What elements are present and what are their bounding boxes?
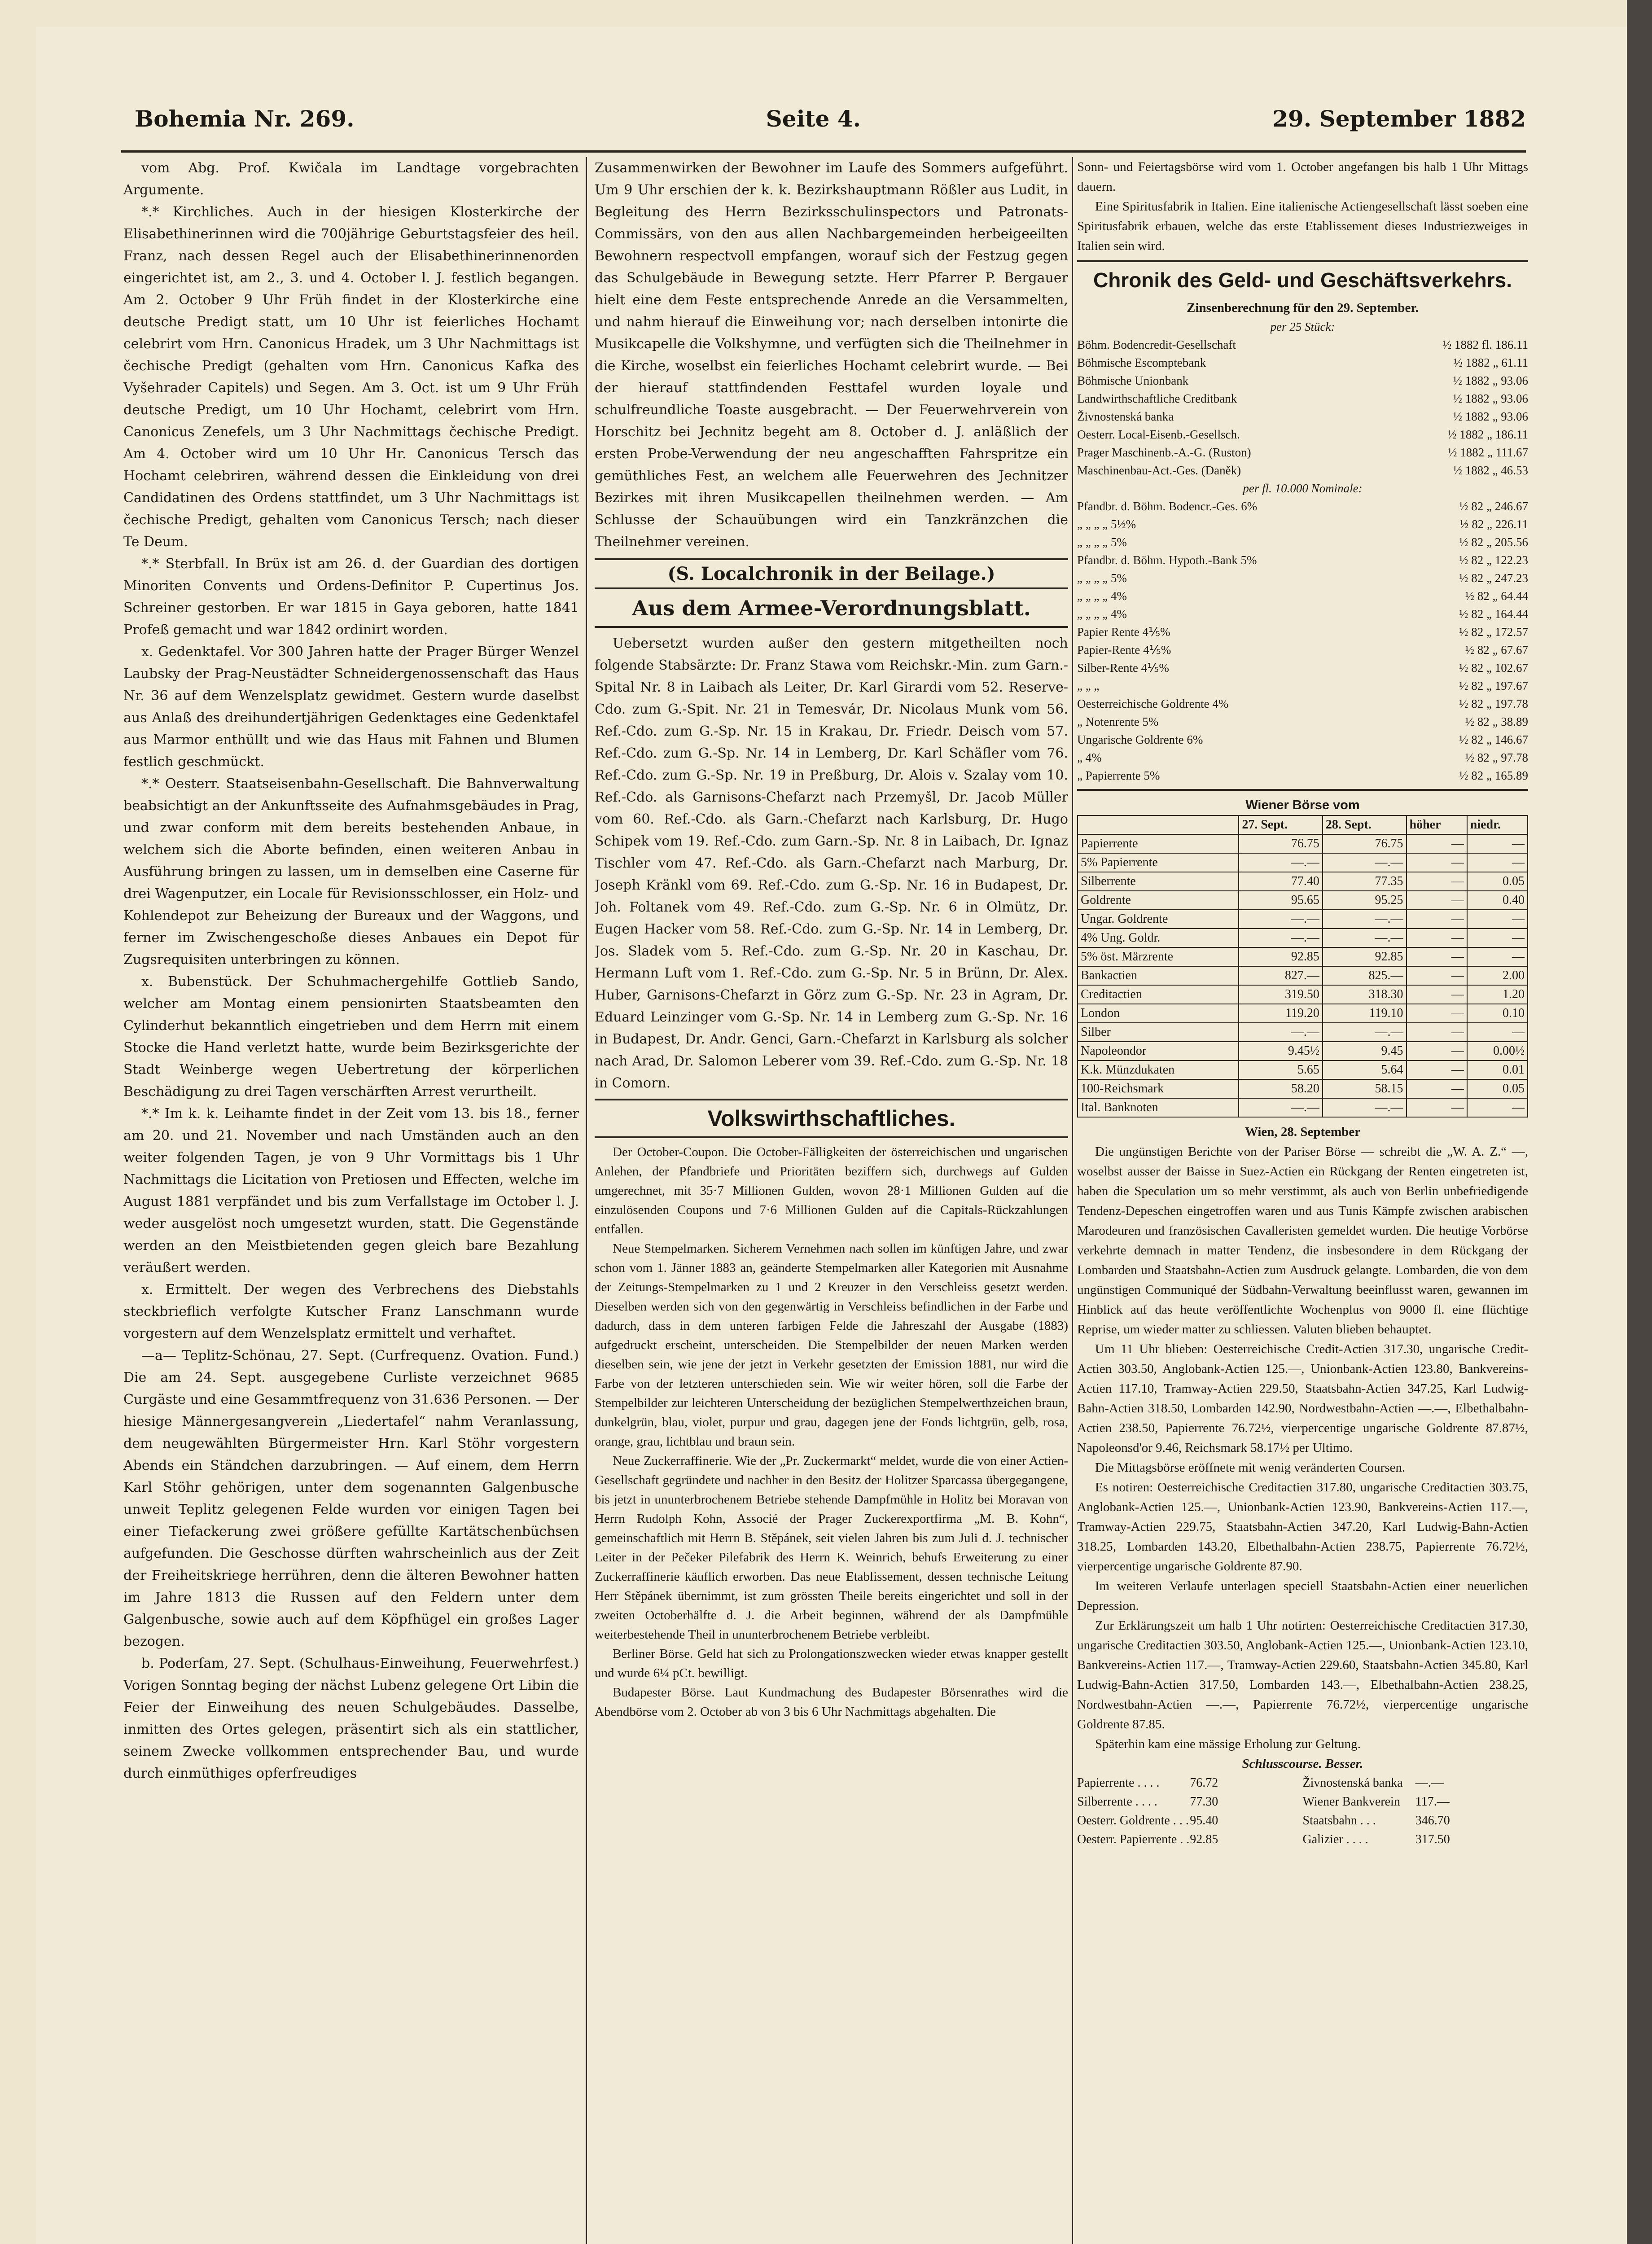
list-item: Pfandbr. d. Böhm. Bodencr.-Ges. 6% ½ 82 „ 246.67 [1077, 500, 1528, 513]
list-item: Pfandbr. d. Böhm. Hypoth.-Bank 5% ½ 82 „ 122.23 [1077, 553, 1528, 567]
list-item: Živnostenská banka ½ 1882 „ 93.06 [1077, 410, 1528, 423]
table-row: London 119.20 119.10 — 0.10 [1078, 1004, 1528, 1023]
header-issue: Bohemia Nr. 269. [135, 105, 355, 132]
list-item: Silber-Rente 4⅕% ½ 82 „ 102.67 [1077, 661, 1528, 675]
article-paragraph: —a— Teplitz-Schönau, 27. Sept. (Curfrequenz. Ovation. Fund.) Die am 24. Sept. ausgegebene Curliste verzeichnet 9685 Curgäste und eine Gesammtfrequenz von 31.636 Personen. — Der hiesige Männergesangverein „Liedertafel“ nahm Veranlassung, dem neugewählten Bürgermeister Hrn. Karl Stöhr vorgestern Abends ein Ständchen darzubringen. — Auf einem, dem Herrn Karl Stöhr gehörigen, unter dem sogenannten Galgenbusche unweit Teplitz gelegenen Felde wurden vor einigen Tagen bei einer Tiefackerung zwei größere gefüllte Kartätschenbüchsen aufgefunden. Die Geschosse dürften wahrscheinlich aus der Zeit der Freiheitskriege herrühren, denn die älteren Bewohner hatten im Jahre 1813 die Russen auf den Feldern unter dem Galgenbusche, sowie auch auf dem Köpfhügel ein großes Lager bezogen. [123, 1348, 579, 1649]
article-paragraph: Im weiteren Verlaufe unterlagen speciell Staatsbahn-Actien einer neuerlichen Depression. [1077, 1579, 1528, 1613]
table-row: Ungar. Goldrente —.— —.— — — [1078, 910, 1528, 929]
list-item: Silberrente . . . . 77.30 Wiener Bankverein 117.— [1077, 1795, 1450, 1809]
list-item: Böhm. Bodencredit-Gesellschaft ½ 1882 fl. 186.11 [1077, 338, 1528, 351]
article-paragraph: *.* Kirchliches. Auch in der hiesigen Klosterkirche der Elisabethinerinnen wird die 700jährige Geburtstagsfeier des heil. Franz, nach dessen Regel auch der Elisabethinerinnenorden eingerichtet ist, am 2., 3. und 4. October l. J. festlich begangen. Am 2. October 9 Uhr Früh findet in der Klosterkirche eine deutsche Predigt statt, um 10 Uhr ist feierliches Hochamt celebrirt vom Hrn. Canonicus Hradek, um 3 Uhr Nachmittags ist čechische Predigt (gehalten vom Hrn. Canonicus Kafka des Vyšehrader Capitels) und Segen. Am 3. Oct. ist um 9 Uhr Früh deutsche Predigt, um 10 Uhr Hochamt, celebrirt vom Hrn. Canonicus Zenefels, um 3 Uhr Nachmittags čechische Predigt. Am 4. October wird um 10 Uhr Hr. Canonicus Tersch das Hochamt celebriren, während dessen die Einkleidung von drei Candidatinen des Ordens stattfindet, um 3 Uhr Nachmittags ist čechische Predigt, gehalten vom Canonicus Tersch; nach dieser Te Deum. [123, 204, 579, 550]
column-rule-1 [586, 157, 587, 2244]
article-paragraph: Sonn- und Feiertagsbörse wird vom 1. October angefangen bis halb 1 Uhr Mittags dauern. [1077, 160, 1528, 194]
column-3 [1077, 157, 1528, 2244]
table-row: 5% Papierrente —.— —.— — — [1078, 853, 1528, 872]
binding-gutter [1627, 0, 1652, 2244]
article-paragraph: Zur Erklärungszeit um halb 1 Uhr notirten: Oesterreichische Creditactien 317.30, ungarische Creditactien 303.50, Anglobank-Actien 125.—, Unionbank-Actien 123.10, Bankvereins-Actien 117.—, Tramway-Actien 229.60, Staatsbahn-Actien 345.80, Karl Ludwig-Bahn-Actien 317.50, Lombarden 143.—, Elbethalbahn-Actien 238.25, Nordwestbahn-Actien —.—, Papierrente 76.72½, vierpercentige ungarische Goldrente 87.85. [1077, 1618, 1528, 1731]
list-item: Papierrente . . . . 76.72 Živnostenská banka —.— [1077, 1776, 1444, 1790]
divider [595, 626, 1068, 628]
armee-section-title: Aus dem Armee-Verordnungsblatt. [632, 596, 1031, 620]
divider [1077, 260, 1528, 262]
column-rule-2 [1072, 157, 1073, 2244]
article-paragraph: Die ungünstigen Berichte von der Pariser Börse — schreibt die „W. A. Z.“ —, woselbst ausser der Baisse in Suez-Actien ein Rückgang der Renten eingetreten ist, haben die Speculation um so mehr verstimmt, als auch von Berlin unbefriedigende Tendenz-Depeschen eingetroffen waren und aus Tunis Kämpfe zwischen arabischen Marodeuren und französischen Cavalleristen gemeldet wurden. Die heutige Vorbörse verkehrte demnach in matter Tendenz, die insbesondere in dem Rückgang der Lombarden und Staatsbahn-Actien zum Ausdruck gelangte. Lombarden, die von dem ungünstigen Communiqué der Südbahn-Verwaltung beeinflusst waren, gewannen im Hinblick auf das heute veröffentlichte Wochenplus von 9000 fl. eine flüchtige Reprise, um wieder matter zu schliessen. Valuten blieben behauptet. [1077, 1144, 1528, 1337]
article-paragraph: Uebersetzt wurden außer den gestern mitgetheilten noch folgende Stabsärzte: Dr. Franz Stawa vom Reichskr.-Min. zum Garn.-Spital Nr. 8 in Laibach als Leiter, Dr. Karl Girardi vom 52. Reserve-Cdo. zum G.-Spit. Nr. 21 in Temesvár, Dr. Nicolaus Munk vom 56. Ref.-Cdo. zum G.-Sp. Nr. 15 in Krakau, Dr. Friedr. Deisch vom 57. Ref.-Cdo. zum G.-Sp. Nr. 14 in Lemberg, Dr. Karl Schäfler vom 76. Ref.-Cdo. zum G.-Sp. Nr. 19 in Preßburg, Dr. Alois v. Szalay vom 10. Ref.-Cdo. als Garnisons-Chefarzt nach Przemyšl, Dr. Jacob Müller vom 60. Ref.-Cdo. als Garn.-Chefarzt nach Karlsburg, Dr. Hugo Schipek vom 19. Ref.-Cdo. zum Garn.-Sp. Nr. 8 in Laibach, Dr. Ignaz Tischler vom 47. Ref.-Cdo. als Garn.-Chefarzt nach Marburg, Dr. Joseph Kränkl vom 69. Ref.-Cdo. zum G.-Sp. Nr. 16 in Budapest, Dr. Joh. Foltanek vom 49. Ref.-Cdo. zum G.-Sp. Nr. 6 in Olmütz, Dr. Eugen Hacker vom 58. Ref.-Cdo. zum G.-Sp. Nr. 14 in Lemberg, Dr. Jos. Sladek vom 5. Ref.-Cdo. zum G.-Sp. Nr. 20 in Kaschau, Dr. Hermann Luft vom 1. Ref.-Cdo. zum G.-Sp. Nr. 5 in Brünn, Dr. Alex. Huber, Garnisons-Chefarzt in Görz zum G.-Sp. Nr. 23 in Agram, Dr. Eduard Leinzinger vom G.-Sp. Nr. 14 in Lemberg zum G.-Sp. Nr. 16 in Budapest, Dr. Andr. Genci, Garn.-Chefarzt in Karlsburg als solcher nach Arad, Dr. Salomon Leberer vom 39. Ref.-Cdo. zum G.-Sp. Nr. 18 in Comorn. [595, 636, 1068, 1091]
divider [1077, 789, 1528, 791]
header-page: Seite 4. [766, 105, 861, 132]
list-item: „ Notenrente 5% ½ 82 „ 38.89 [1077, 715, 1528, 728]
per-10000-label: per fl. 10.000 Nominale: [1243, 482, 1363, 495]
zinsen-list-2 [1077, 497, 1528, 785]
list-item: Oesterr. Goldrente . . . 95.40 Staatsbahn . . . 346.70 [1077, 1814, 1450, 1828]
article-paragraph: Es notiren: Oesterreichische Creditactien 317.80, ungarische Creditactien 303.75, Anglobank-Actien 125.—, Unionbank-Actien 123.90, Bankvereins-Actien 117.—, Tramway-Actien 229.75, Staatsbahn-Actien 347.20, Karl Ludwig-Bahn-Actien 318.25, Lombarden 143.20, Elbethalbahn-Actien 238.75, Papierrente 76.72½, vierpercentige ungarische Goldrente 87.90. [1077, 1480, 1528, 1573]
article-paragraph: Neue Zuckerraffinerie. Wie der „Pr. Zuckermarkt“ meldet, wurde die von einer Actien-Gesellschaft gegründete und nachher in den Besitz der Holitzer Sparcassa übergegangene, bis jetzt in ununterbrochenem Betriebe stehende Dampfmühle in Holitz bei Moravan von Herrn Rudolph Kohn, Associé der Prager Zuckerexportfirma „M. B. Kohn“, gemeinschaftlich mit Herrn B. Stěpánek, seit vielen Jahren bis zum Juli d. J. technischer Leiter in der Pečeker Pilefabrik des Herrn K. Weinrich, behufs Erweiterung zu einer Zuckerraffinerie käuflich erworben. Das neue Etablissement, dessen technische Leitung Herr Stěpánek übernimmt, ist zum grössten Theile bereits eingerichtet und soll in der zweiten Octoberhälfte d. J. die Arbeit beginnen, während der als Dampfmühle weiterbestehende Theil in ununterbrochenem Betriebe verbleibt. [595, 1454, 1068, 1642]
divider [595, 1136, 1068, 1138]
zinsen-list-1 [1077, 336, 1528, 479]
article-paragraph: *.* Sterbfall. In Brüx ist am 26. d. der Guardian des dortigen Minoriten Convents und Ordens-Definitor P. Cupertinus Jos. Schreiner gestorben. Er war 1815 in Gaya geboren, hatte 1841 Profeß gemacht und war 1842 ordinirt worden. [123, 556, 579, 638]
table-row: Papierrente 76.75 76.75 — — [1078, 834, 1528, 853]
article-paragraph: Der October-Coupon. Die October-Fälligkeiten der österreichischen und ungarischen Anlehen, der Pfandbriefe und Prioritäten beziffern sich, durchwegs auf Gulden umgerechnet, mit 35·7 Millionen Gulden, wovon 28·1 Millionen Gulden auf die einzulösenden Coupons und 7·6 Millionen Gulden auf die Capitals-Rückzahlungen entfallen. [595, 1145, 1068, 1236]
list-item: Oesterreichische Goldrente 4% ½ 82 „ 197.78 [1077, 697, 1528, 710]
list-item: „ 4% ½ 82 „ 97.78 [1077, 751, 1528, 764]
list-item: Prager Maschinenb.-A.-G. (Ruston) ½ 1882 „ 111.67 [1077, 446, 1528, 459]
list-item: Ungarische Goldrente 6% ½ 82 „ 146.67 [1077, 733, 1528, 746]
article-paragraph: Zusammenwirken der Bewohner im Laufe des Sommers aufgeführt. Um 9 Uhr erschien der k. k. Bezirkshauptmann Rößler aus Ludit, in Begleitung des Herrn Bezirksschulinspectors und Patronats-Commissärs, von den aus allen Nachbargemeinden herbeigeeilten Bewohnern respectvoll empfangen, worauf sich der Festzug gegen das Schulgebäude in Bewegung setzte. Herr Pfarrer P. Bergauer hielt eine dem Feste entsprechende Anrede an die Versammelten, und nahm hierauf die Einweihung vor; nach derselben intonirte die Musikcapelle die Volkshymne, und verfügten sich die Theilnehmer in die Kirche, woselbst ein feierliches Hochamt celebrirt wurde. — Bei der hierauf stattfindenden Festtafel wurden loyale und schulfreundliche Toaste ausgebracht. — Der Feuerwehrverein von Horschitz bei Jechnitz begeht am 8. October d. J. anläßlich der ersten Probe-Verwendung der neu angeschafften Fahrspritze ein gemüthliches Fest, an welchem alle Feuerwehren des Jechnitzer Bezirkes mit ihren Musikcapellen theilnehmen werden. — Am Schlusse der Schauübungen wird ein Tanzkränzchen die Theilnehmer vereinen. [595, 160, 1068, 550]
article-paragraph: Die Mittagsbörse eröffnete mit wenig veränderten Coursen. [1095, 1460, 1406, 1475]
list-item: „ „ „ „ 4% ½ 82 „ 64.44 [1077, 589, 1528, 603]
article-paragraph: Um 11 Uhr blieben: Oesterreichische Credit-Actien 317.30, ungarische Credit-Actien 303.50, Anglobank-Actien 125.—, Unionbank-Actien 123.80, Bankvereins-Actien 117.10, Tramway-Actien 229.50, Staatsbahn-Actien 347.25, Karl Ludwig-Bahn-Actien 318.50, Lombarden 142.90, Nordwestbahn-Actien —.—, Elbethalbahn-Actien 238.50, Papierrente 76.72½, vierpercentige ungarische Goldrente 87.87½, Napoleonsd'or 9.46, Reichsmark 58.17½ per Ultimo. [1077, 1342, 1528, 1455]
table-row: Bankactien 827.— 825.— — 2.00 [1078, 966, 1528, 985]
chronik-section-title: Chronik des Geld- und Geschäftsverkehrs. [1093, 268, 1512, 292]
table-header-row: 27. Sept. 28. Sept. höher niedr. [1078, 815, 1528, 834]
list-item: „ „ „ ½ 82 „ 197.67 [1077, 679, 1528, 692]
column-1 [123, 157, 579, 2244]
list-item: „ Papierrente 5% ½ 82 „ 165.89 [1077, 769, 1528, 782]
list-item: Papier-Rente 4⅕% ½ 82 „ 67.67 [1077, 643, 1528, 657]
article-paragraph: vom Abg. Prof. Kwičala im Landtage vorgebrachten Argumente. [123, 160, 579, 198]
article-paragraph: *.* Im k. k. Leihamte findet in der Zeit vom 13. bis 18., ferner am 20. und 21. November und nach Umständen auch an den weiter folgenden Tagen, je von 9 Uhr Vormittags bis 1 Uhr Nachmittags die Licitation von Pretiosen und Effecten, welche im August 1881 verpfändet und bis zum Verfallstage im October l. J. weder ausgelöst noch umgesetzt wurden, statt. Die Gegenstände werden an den Meistbietenden gegen gleich bare Bezahlung veräußert werden. [123, 1106, 579, 1275]
table-row: Ital. Banknoten —.— —.— — — [1078, 1098, 1528, 1117]
header-rule [121, 150, 1526, 153]
wiener-boerse-table [1077, 815, 1528, 1118]
list-item: Oesterr. Local-Eisenb.-Gesellsch. ½ 1882 „ 186.11 [1077, 428, 1528, 441]
table-row: 5% öst. Märzrente 92.85 92.85 — — [1078, 947, 1528, 966]
table-row: K.k. Münzdukaten 5.65 5.64 — 0.01 [1078, 1061, 1528, 1079]
article-paragraph: b. Poderſam, 27. Sept. (Schulhaus-Einweihung, Feuerwehrfest.) Vorigen Sonntag beging der nächst Lubenz gelegene Ort Libin die Feier der Einweihung des neuen Schulgebäudes. Dasselbe, inmitten des Ortes gelegen, präsentirt sich als ein stattlicher, seinem Zwecke vollkommen entsprechender Bau, und wurde durch einmüthiges opferfreudiges [123, 1656, 579, 1781]
table-row: Creditactien 319.50 318.30 — 1.20 [1078, 985, 1528, 1004]
article-paragraph: Späterhin kam eine mässige Erholung zur Geltung. [1095, 1737, 1361, 1751]
list-item: „ „ „ „ 4% ½ 82 „ 164.44 [1077, 607, 1528, 621]
table-row: Silberrente 77.40 77.35 — 0.05 [1078, 872, 1528, 891]
article-paragraph: x. Gedenktafel. Vor 300 Jahren hatte der Prager Bürger Wenzel Laubsky der Prag-Neustädter Schneidergenossenschaft das Haus Nr. 36 auf dem Wenzelsplatz gewidmet. Gestern wurde daselbst aus Anlaß des dreihundertjährigen Gedenktages eine Gedenktafel aus Marmor enthüllt und wie das Haus mit Fahnen und Blumen festlich geschmückt. [123, 644, 579, 770]
table-row: 100-Reichsmark 58.20 58.15 — 0.05 [1078, 1079, 1528, 1098]
column-2 [595, 157, 1068, 2244]
article-paragraph: x. Bubenstück. Der Schuhmachergehilfe Gottlieb Sando, welcher am Montag einem pensionirten Staatsbeamten den Cylinderhut bekanntlich eingetrieben und dem Herrn mit einem Stocke die Hand verletzt hatte, wurde beim Bezirksgerichte der Stadt Weinberge wegen Uebertretung der körperlichen Beschädigung zu drei Tagen verschärften Arrest verurtheilt. [123, 974, 579, 1100]
article-paragraph: Neue Stempelmarken. Sicherem Vernehmen nach sollen im künftigen Jahre, und zwar schon vom 1. Jänner 1883 an, geänderte Stempelmarken aller Kategorien mit Ausnahme der Zeitungs-Stempelmarken zu 1 und 2 Kreuzer in den Verschleiss gesetzt werden. Dieselben werden sich von den gegenwärtig in Verschleiss befindlichen in der Farbe und dadurch, dass in dem unteren farbigen Felde die Jahreszahl der Ausgabe (1883) aufgedruckt erscheint, unterscheiden. Die Stempelbilder der neuen Marken werden dieselben sein, wie jene der jetzt in Verkehr gesetzten der Emission 1881, nur wird die Farbe von der letzteren unterschieden sein. Wie wir weiter hören, soll die Farbe der Stempelbilder zur leichteren Unterscheidung der bezüglichen Stempelwerthzeichen braun, dunkelgrün, blau, violet, purpur und grau, dagegen jene der Fonds lichtgrün, gelb, rosa, orange, grau, lichtblau und braun sein. [595, 1241, 1068, 1449]
page-header [135, 105, 1526, 146]
list-item: Maschinenbau-Act.-Ges. (Daněk) ½ 1882 „ 46.53 [1077, 464, 1528, 477]
volkswirthschaft-section-title: Volkswirthschaftliches. [707, 1106, 955, 1131]
list-item: Oesterr. Papierrente . . 92.85 Galizier . . . . 317.50 [1077, 1832, 1450, 1846]
article-paragraph: Eine Spiritusfabrik in Italien. Eine italienische Actiengesellschaft lässt soeben eine Spiritusfabrik erbauen, welche das erste Etablissement dieses Industriezweiges in Italien sein wird. [1077, 199, 1528, 253]
schlusscourse-title: Schlusscourse. Besser. [1242, 1757, 1363, 1771]
list-item: „ „ „ „ 5% ½ 82 „ 247.23 [1077, 571, 1528, 585]
list-item: Landwirthschaftliche Creditbank ½ 1882 „ 93.06 [1077, 392, 1528, 405]
list-item: „ „ „ „ 5% ½ 82 „ 205.56 [1077, 535, 1528, 549]
header-date: 29. September 1882 [1272, 105, 1526, 132]
wien-dateline: Wien, 28. September [1244, 1125, 1361, 1139]
wiener-boerse-title: Wiener Börse vom [1245, 798, 1360, 812]
article-paragraph: Berliner Börse. Geld hat sich zu Prolongationszwecken wieder etwas knapper gestellt und wurde 6¼ pCt. bewilligt. [595, 1647, 1068, 1680]
table-row: Napoleondor 9.45½ 9.45 — 0.00½ [1078, 1042, 1528, 1061]
table-row: Silber —.— —.— — — [1078, 1023, 1528, 1042]
per-25-label: per 25 Stück: [1270, 320, 1335, 333]
list-item: Böhmische Unionbank ½ 1882 „ 93.06 [1077, 374, 1528, 387]
article-paragraph: Budapester Börse. Laut Kundmachung des Budapester Börsenrathes wird die Abendbörse vom 2. October ab von 3 bis 6 Uhr Nachmittags abgehalten. Die [595, 1685, 1068, 1719]
table-row: 4% Ung. Goldr. —.— —.— — — [1078, 929, 1528, 947]
zinsen-subtitle: Zinsenberechnung für den 29. September. [1187, 301, 1419, 315]
article-paragraph: x. Ermittelt. Der wegen des Verbrechens des Diebstahls steckbrieflich verfolgte Kutscher Franz Lanschmann wurde vorgestern auf dem Wenzelsplatz ermittelt und verhaftet. [123, 1282, 579, 1341]
schlusscourse-list [1077, 1774, 1528, 1849]
table-row: Goldrente 95.65 95.25 — 0.40 [1078, 891, 1528, 910]
list-item: Papier Rente 4⅕% ½ 82 „ 172.57 [1077, 625, 1528, 639]
article-paragraph: *.* Oesterr. Staatseisenbahn-Gesellschaft. Die Bahnverwaltung beabsichtigt an der Ankunftsseite des Aufnahmsgebäudes in Prag, und zwar conform mit dem bereits bestehenden Anbaue, in welchem sich die Aborte befinden, einen weiteren Anbau in Ausführung bringen zu lassen, um in demselben eine Caserne für drei Wagenputzer, ein Locale für Revisionsschlosser, ein Holz- und Kohlendepot zur Beheizung der Bureaux und der Waggons, und ferner im Zwischengeschoße dieses Anbaues ein Depot für Zugsrequisiten unterbringen zu können. [123, 776, 579, 968]
localchronik-notice: (S. Localchronik in der Beilage.) [595, 558, 1068, 589]
list-item: Böhmische Escomptebank ½ 1882 „ 61.11 [1077, 356, 1528, 369]
list-item: „ „ „ „ 5½% ½ 82 „ 226.11 [1077, 517, 1528, 531]
divider [595, 1099, 1068, 1100]
